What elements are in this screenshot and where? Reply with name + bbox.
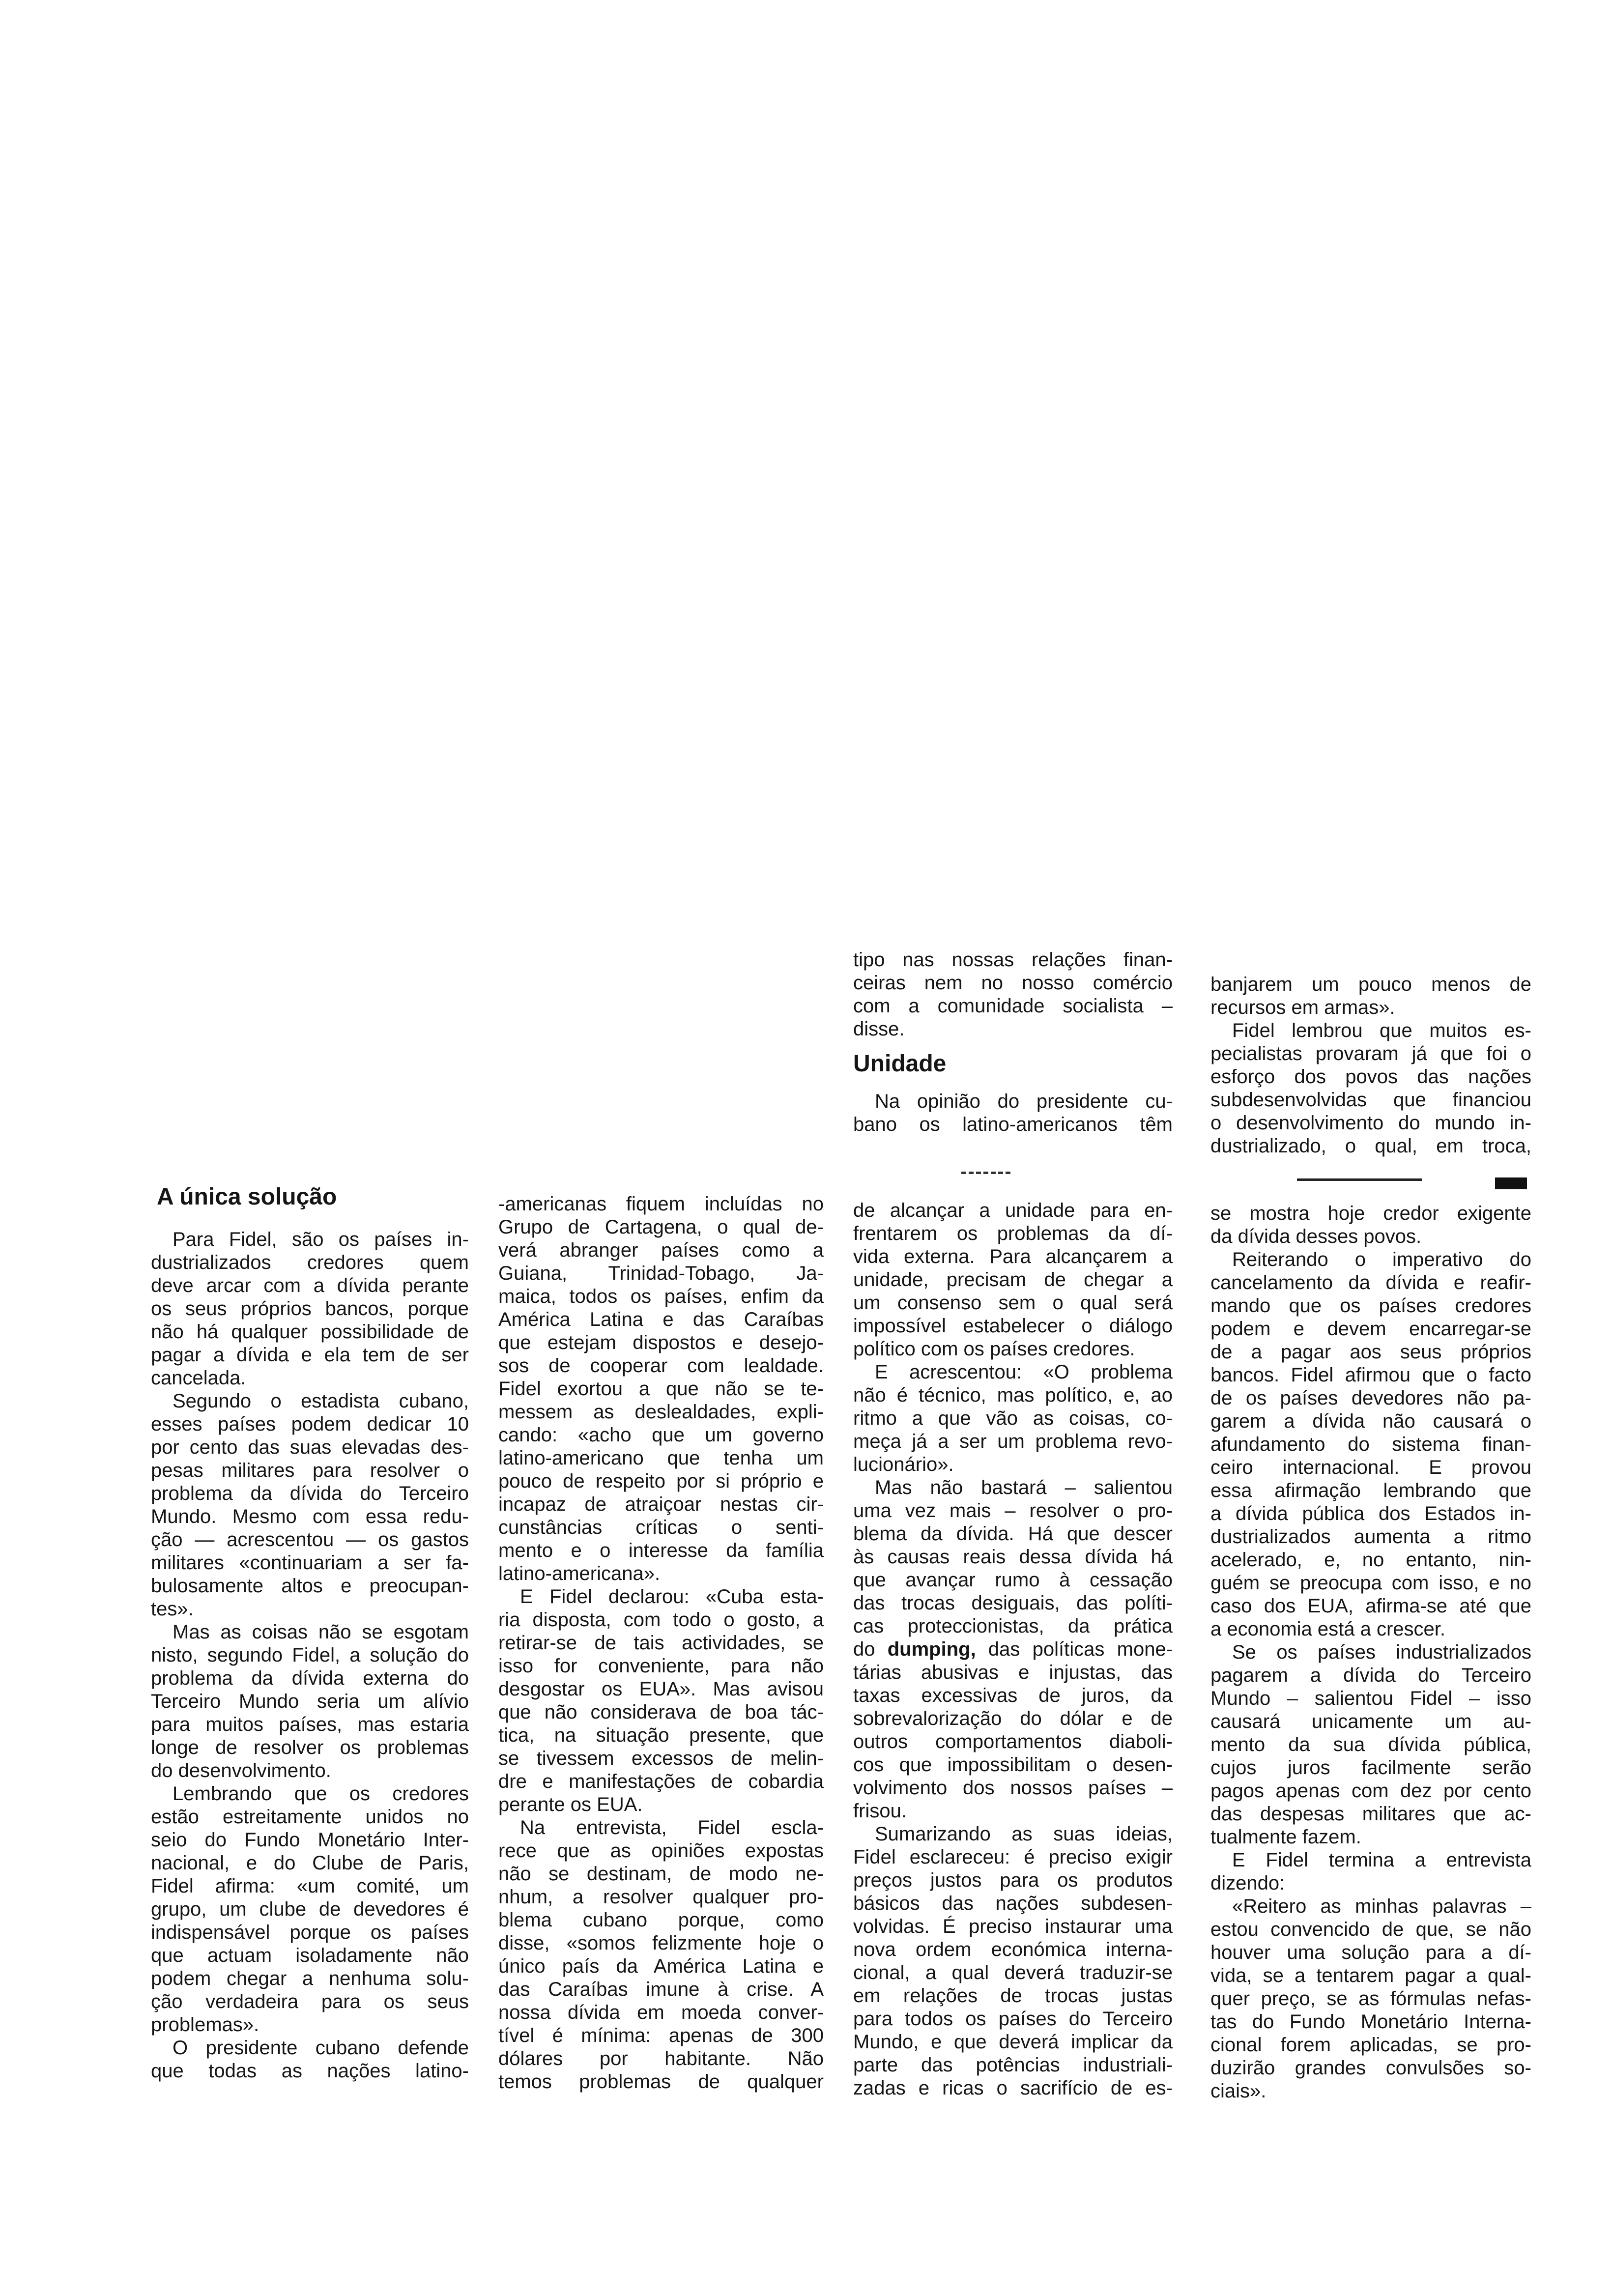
text-line: dizendo: xyxy=(1210,1872,1285,1894)
text-line: problema da dívida externa do xyxy=(151,1667,469,1689)
text-line: das despesas militares que ac- xyxy=(1210,1803,1531,1825)
text-line: não há qualquer possibilidade de xyxy=(151,1321,469,1343)
text-line: meça já a ser um problema revo- xyxy=(853,1431,1173,1452)
text-line: esses países podem dedicar 10 xyxy=(151,1413,469,1435)
text-line: retirar-se de tais actividades, se xyxy=(498,1632,824,1654)
paragraph xyxy=(151,1228,469,1390)
text-line: de alcançar a unidade para en- xyxy=(853,1200,1173,1221)
text-line: pagarem a dívida do Terceiro xyxy=(1210,1665,1531,1686)
text-line: para todos os países do Terceiro xyxy=(853,2008,1173,2030)
text-line: bulosamente altos e preocupan- xyxy=(151,1575,469,1597)
text-line: tualmente fazem. xyxy=(1210,1826,1361,1848)
text-line: O presidente cubano defende xyxy=(173,2037,469,2059)
text-line: cional forem aplicadas, se pro- xyxy=(1210,2034,1531,2056)
text-line: caso dos EUA, afirma-se até que xyxy=(1210,1595,1531,1617)
text-line: bano os latino-americanos têm xyxy=(853,1114,1173,1135)
text-line: incapaz de atraiçoar nestas cir- xyxy=(498,1493,824,1515)
paragraph xyxy=(1210,973,1531,1019)
paragraph xyxy=(1210,1202,1531,1248)
paragraph xyxy=(151,2037,469,2083)
text-line: cos que impossibilitam o desen- xyxy=(853,1754,1173,1776)
text-line: ciais». xyxy=(1210,2080,1267,2102)
text-line: essa afirmação lembrando que xyxy=(1210,1480,1531,1501)
text-line: mento da sua dívida pública, xyxy=(1210,1734,1531,1755)
text-line: Fidel esclareceu: é preciso exigir xyxy=(853,1846,1173,1868)
text-line: nisto, segundo Fidel, a solução do xyxy=(151,1644,469,1666)
text-line: acelerado, e, no entanto, nin- xyxy=(1210,1549,1531,1571)
paragraph xyxy=(498,1585,824,1816)
text-line: se mostra hoje credor exigente xyxy=(1210,1203,1531,1224)
text-line: seio do Fundo Monetário Inter- xyxy=(151,1829,469,1851)
text-line: ritmo a que vão as coisas, co- xyxy=(853,1407,1173,1429)
text-line: podem chegar a nenhuma solu- xyxy=(151,1968,469,1989)
text-line: em relações de trocas justas xyxy=(853,1985,1173,2007)
text-line: verá abranger países como a xyxy=(498,1239,824,1261)
text-line: garem a dívida não causará o xyxy=(1210,1410,1531,1432)
text-line: tível é mínima: apenas de 300 xyxy=(498,2025,824,2046)
text-line: não é técnico, mas político, e, ao xyxy=(853,1384,1173,1406)
text-line: grupo, um clube de devedores é xyxy=(151,1898,469,1920)
text-line: vida externa. Para alcançarem a xyxy=(853,1246,1173,1267)
text-line: nova ordem económica interna- xyxy=(853,1939,1173,1960)
text-line: de os países devedores não pa- xyxy=(1210,1387,1531,1409)
text-line: maica, todos os países, enfim da xyxy=(498,1286,824,1307)
text-line: América Latina e das Caraíbas xyxy=(498,1309,824,1330)
text-line: militares «continuariam a ser fa- xyxy=(151,1552,469,1574)
text-line: recursos em armas». xyxy=(1210,997,1395,1018)
paragraph xyxy=(1210,1849,1531,1895)
text-line: indispensável porque os países xyxy=(151,1922,469,1943)
text-line: único país da América Latina e xyxy=(498,1955,824,1977)
text-line: estão estreitamente unidos no xyxy=(151,1806,469,1828)
text-line: longe de resolver os problemas xyxy=(151,1737,469,1758)
text-line: volvidas. É preciso instaurar uma xyxy=(853,1916,1173,1937)
text-line: básicos das nações subdesen- xyxy=(853,1893,1173,1914)
text-line: podem e devem encarregar-se xyxy=(1210,1318,1531,1340)
text-line: uma vez mais – resolver o pro- xyxy=(853,1500,1173,1521)
text-line: bancos. Fidel afirmou que o facto xyxy=(1210,1364,1531,1386)
text-line: messem as deslealdades, expli- xyxy=(498,1401,824,1423)
text-line: Mundo – salientou Fidel – isso xyxy=(1210,1688,1531,1709)
text-line: Mundo, e que deverá implicar da xyxy=(853,2031,1173,2053)
text-line: pesas militares para resolver o xyxy=(151,1460,469,1481)
paragraph xyxy=(498,1816,824,2094)
text-line: nacional, e do Clube de Paris, xyxy=(151,1852,469,1874)
text-line: que estejam dispostos e desejo- xyxy=(498,1332,824,1353)
text-line: dre e manifestações de cobardia xyxy=(498,1771,824,1792)
emphasis-text: dumping, xyxy=(887,1638,976,1660)
text-line: a dívida pública dos Estados in- xyxy=(1210,1503,1531,1524)
text-line: blema cubano porque, como xyxy=(498,1909,824,1931)
paragraph xyxy=(1210,1895,1531,2103)
text-line: Fidel exortou a que não se te- xyxy=(498,1378,824,1400)
text-line: latino-americana». xyxy=(498,1563,661,1584)
text-line: disse. xyxy=(853,1018,905,1040)
text-line: os seus próprios bancos, porque xyxy=(151,1298,469,1320)
text-line: às causas reais dessa dívida há xyxy=(853,1546,1173,1568)
text-run: do xyxy=(853,1638,888,1660)
text-line: impossível estabelecer o diálogo xyxy=(853,1315,1173,1337)
text-line: do desenvolvimento. xyxy=(151,1760,331,1781)
text-line: Fidel afirma: «um comité, um xyxy=(151,1875,469,1897)
text-line: dustrializados credores quem xyxy=(151,1252,469,1273)
text-line: houver uma solução para a dí- xyxy=(1210,1942,1531,1963)
section-heading: Unidade xyxy=(853,1051,947,1077)
text-line: Fidel lembrou que muitos es- xyxy=(1232,1020,1531,1041)
text-line: banjarem um pouco menos de xyxy=(1210,974,1531,995)
text-line: -americanas fiquem incluídas no xyxy=(498,1193,824,1215)
text-line: Lembrando que os credores xyxy=(173,1783,469,1805)
text-line: ção verdadeira para os seus xyxy=(151,1991,469,2012)
text-line: Na entrevista, Fidel escla- xyxy=(520,1817,824,1838)
text-line: Se os países industrializados xyxy=(1232,1641,1531,1663)
text-line: cancelada. xyxy=(151,1367,246,1389)
text-line: E Fidel termina a entrevista xyxy=(1232,1849,1531,1871)
text-line: pagar a dívida e ela tem de ser xyxy=(151,1344,469,1366)
paragraph xyxy=(1210,1019,1531,1158)
text-line: da dívida desses povos. xyxy=(1210,1226,1422,1247)
paragraph xyxy=(853,1823,1173,2100)
text-line: pouco de respeito por si próprio e xyxy=(498,1470,824,1492)
paragraph xyxy=(1210,1248,1531,1641)
text-line: das Caraíbas imune à crise. A xyxy=(498,1979,824,2000)
text-line: a economia está a crescer. xyxy=(1210,1618,1446,1640)
text-line: disse, «somos felizmente hoje o xyxy=(498,1932,824,1954)
text-line: sobrevalorização do dólar e de xyxy=(853,1708,1173,1729)
paragraph xyxy=(853,948,1173,1041)
text-line: rece que as opiniões expostas xyxy=(498,1840,824,1862)
text-line: Segundo o estadista cubano, xyxy=(173,1390,469,1412)
text-line: Reiterando o imperativo do xyxy=(1232,1249,1531,1270)
text-line: blema da dívida. Há que descer xyxy=(853,1523,1173,1545)
text-line: E Fidel declarou: «Cuba esta- xyxy=(520,1586,824,1607)
text-line: que todas as nações latino- xyxy=(151,2060,469,2082)
text-line: que avançar rumo à cessação xyxy=(853,1569,1173,1591)
article-column-4-top xyxy=(1210,973,1531,1158)
text-line: que não considerava de boa tác- xyxy=(498,1701,824,1723)
text-line: Mas não bastará – salientou xyxy=(875,1477,1173,1498)
text-line: Terceiro Mundo seria um alívio xyxy=(151,1691,469,1712)
text-line: ceiro internacional. E provou xyxy=(1210,1457,1531,1478)
text-line: tes». xyxy=(151,1598,194,1620)
text-line: dólares por habitante. Não xyxy=(498,2048,824,2069)
text-line: político com os países credores. xyxy=(853,1338,1135,1360)
paragraph xyxy=(853,1090,1173,1136)
text-line: que actuam isoladamente não xyxy=(151,1945,469,1966)
text-line: não se destinam, de modo ne- xyxy=(498,1863,824,1885)
text-line: Grupo de Cartagena, o qual de- xyxy=(498,1216,824,1238)
text-line: de a pagar aos seus próprios xyxy=(1210,1341,1531,1363)
article-column-3-bottom xyxy=(853,1199,1173,2100)
text-line xyxy=(853,1638,1173,1661)
article-column-4-bottom xyxy=(1210,1202,1531,2103)
text-line: cunstâncias críticas o senti- xyxy=(498,1517,824,1538)
text-line: um consenso sem o qual será xyxy=(853,1292,1173,1314)
text-run: das políticas mone- xyxy=(976,1638,1173,1660)
text-line: «Reitero as minhas palavras – xyxy=(1232,1895,1531,1917)
article-column-1 xyxy=(151,1181,469,2083)
text-line: ceiras nem no nosso comércio xyxy=(853,972,1173,994)
text-line: sos de cooperar com lealdade. xyxy=(498,1355,824,1377)
article-column-3-top xyxy=(853,948,1173,1136)
text-line: isso for conveniente, para não xyxy=(498,1655,824,1677)
text-line: esforço dos povos das nações xyxy=(1210,1066,1531,1088)
text-line: temos problemas de qualquer xyxy=(498,2071,824,2093)
text-line: afundamento do sistema finan- xyxy=(1210,1434,1531,1455)
scan-mark xyxy=(961,1172,1010,1174)
text-line: subdesenvolvidas que financiou xyxy=(1210,1089,1531,1111)
text-line: pecialistas provaram já que foi o xyxy=(1210,1043,1531,1064)
text-line: quer preço, se as fórmulas nefas- xyxy=(1210,1988,1531,2009)
text-line: Mundo. Mesmo com essa redu- xyxy=(151,1506,469,1527)
text-line: duzirão grandes convulsões so- xyxy=(1210,2057,1531,2079)
paragraph xyxy=(151,1621,469,1782)
text-line: estou convencido de que, se não xyxy=(1210,1919,1531,1940)
text-line: guém se preocupa com isso, e no xyxy=(1210,1572,1531,1594)
text-line: causará unicamente um au- xyxy=(1210,1711,1531,1732)
text-line: zadas e ricas o sacrifício de es- xyxy=(853,2077,1173,2099)
text-line: desgostar os EUA». Mas avisou xyxy=(498,1678,824,1700)
text-line: Na opinião do presidente cu- xyxy=(875,1091,1173,1112)
text-line: ção — acrescentou — os gastos xyxy=(151,1529,469,1550)
text-line: tipo nas nossas relações finan- xyxy=(853,949,1173,971)
text-line: frentarem os problemas da dí- xyxy=(853,1223,1173,1244)
text-line: cional, a qual deverá traduzir-se xyxy=(853,1962,1173,1983)
text-line: mando que os países credores xyxy=(1210,1295,1531,1317)
text-line: cando: «acho que um governo xyxy=(498,1424,824,1446)
text-line: ria disposta, com todo o gosto, a xyxy=(498,1609,824,1631)
text-line: para muitos países, mas estaria xyxy=(151,1714,469,1735)
article-column-2 xyxy=(498,1193,824,2094)
text-line: E acrescentou: «O problema xyxy=(875,1361,1173,1383)
text-line: pagos apenas com dez por cento xyxy=(1210,1780,1531,1802)
text-line: problema da dívida do Terceiro xyxy=(151,1483,469,1504)
column-rule xyxy=(1297,1178,1422,1181)
text-line: taxas excessivas de juros, da xyxy=(853,1685,1173,1706)
text-line: tas do Fundo Monetário Interna- xyxy=(1210,2011,1531,2033)
text-line: mento e o interesse da família xyxy=(498,1540,824,1561)
text-line: com a comunidade socialista – xyxy=(853,995,1173,1017)
text-line: problemas». xyxy=(151,2014,259,2036)
text-line: lucionário». xyxy=(853,1454,954,1475)
text-line: o desenvolvimento do mundo in- xyxy=(1210,1112,1531,1134)
paragraph xyxy=(151,1390,469,1621)
text-line: outros comportamentos diaboli- xyxy=(853,1731,1173,1752)
text-line: Para Fidel, são os países in- xyxy=(173,1229,469,1250)
text-line: tica, na situação presente, que xyxy=(498,1724,824,1746)
text-line: Guiana, Trinidad-Tobago, Ja- xyxy=(498,1263,824,1284)
paragraph xyxy=(853,1476,1173,1823)
text-line: cas proteccionistas, da prática xyxy=(853,1615,1173,1637)
text-line: cancelamento da dívida e reafir- xyxy=(1210,1272,1531,1293)
paragraph xyxy=(151,1782,469,2037)
text-line: unidade, precisam de chegar a xyxy=(853,1269,1173,1291)
section-heading: A única solução xyxy=(157,1184,337,1210)
text-line: preços justos para os produtos xyxy=(853,1869,1173,1891)
paragraph xyxy=(853,1199,1173,1361)
paragraph xyxy=(1210,1641,1531,1849)
text-line: frisou. xyxy=(853,1800,907,1822)
text-line: nhum, a resolver qualquer pro- xyxy=(498,1886,824,1908)
text-line: deve arcar com a dívida perante xyxy=(151,1275,469,1296)
text-line: volvimento dos nossos países – xyxy=(853,1777,1173,1799)
text-line: Sumarizando as suas ideias, xyxy=(875,1823,1173,1845)
text-line: dustrializado, o qual, em troca, xyxy=(1210,1135,1531,1157)
text-line: parte das potências industriali- xyxy=(853,2054,1173,2076)
paragraph xyxy=(498,1193,824,1585)
text-line: Mas as coisas não se esgotam xyxy=(173,1621,469,1643)
text-line: perante os EUA. xyxy=(498,1794,643,1815)
text-line: latino-americano que tenha um xyxy=(498,1447,824,1469)
text-line: se tivessem excessos de melin- xyxy=(498,1748,824,1769)
text-line: cujos juros facilmente serão xyxy=(1210,1757,1531,1779)
text-line: vida, se a tentarem pagar a qual- xyxy=(1210,1965,1531,1986)
ink-block-mark xyxy=(1495,1177,1527,1189)
text-line: dustrializados aumenta a ritmo xyxy=(1210,1526,1531,1548)
text-line: por cento das suas elevadas des- xyxy=(151,1436,469,1458)
paragraph xyxy=(853,1361,1173,1476)
text-line: das trocas desiguais, das políti- xyxy=(853,1592,1173,1614)
text-line: nossa dívida em moeda conver- xyxy=(498,2002,824,2023)
text-line: tárias abusivas e injustas, das xyxy=(853,1662,1173,1683)
